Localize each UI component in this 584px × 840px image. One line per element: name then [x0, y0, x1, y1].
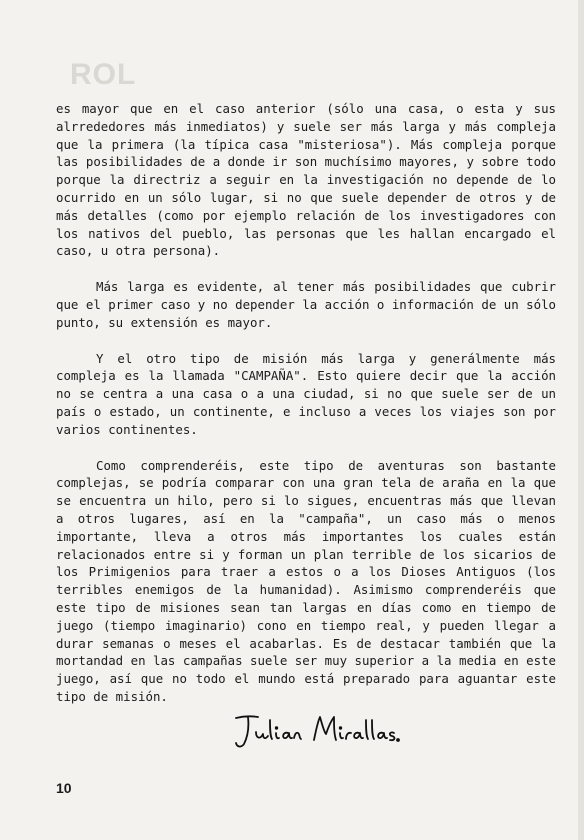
page-edge — [578, 0, 584, 840]
paragraph-2: Más larga es evidente, al tener más posibilidades que cubrir que el primer caso y no depender la acción o información de un sólo punto, su extensión es mayor. — [56, 279, 556, 330]
bleed-through-text: ROL — [70, 58, 137, 91]
paragraph-3: Y el otro tipo de misión más larga y generálmente más compleja es la llamada "CAMPAÑA". Esto quiere decir que la acción no se centra a una casa o a una ciudad, si no que suele ser de un país o estado, un continente, e incluso a veces los viajes son por varios continentes. — [56, 350, 556, 437]
paragraph-1: es mayor que en el caso anterior (sólo una casa, o esta y sus alrrededores más inmediatos) y suele ser más larga y más compleja que la primera (la típica casa "misteriosa"). Más compleja porque las posibilidades de a donde ir son muchísimo mayores, y sobre todo porque la directriz a seguir en la investigación no depende de lo ocurrido en un sólo lugar, si no que suele depender de otros y de más detalles (como por ejemplo relación de los investigadores con los nativos del pueblo, las personas que les hallan encargado el caso, u otra persona). — [56, 101, 556, 259]
paragraph-4: Como comprenderéis, este tipo de aventuras son bastante complejas, se podría comparar con una gran tela de araña en la que se encuentra un hilo, pero si lo sigues, encuentras más que llevan a otros lugares, así en la "campaña", un caso más o menos importante, lleva a otros más importantes los cuales están relacionados entre si y forman un plan terrible de los sicarios de los Primigenios para traer a estos o a los Dioses Antiguos (los terribles enemigos de la humanidad). Asimismo comprenderéis que este tipo de misiones sean tan largas en días como en tiempo de juego (tiempo imaginario) cono en tiempo real, y pueden llegar a durar semanas o meses el acabarlas. Es de destacar también que la mortandad en las campañas suele ser muy superior a la media en este juego, así que no todo el mundo está preparado para aguantar este tipo de misión. — [56, 457, 556, 704]
page-number: 10 — [56, 780, 72, 796]
author-signature — [230, 712, 400, 752]
article-body — [56, 100, 556, 724]
signature-handwriting — [230, 712, 400, 752]
